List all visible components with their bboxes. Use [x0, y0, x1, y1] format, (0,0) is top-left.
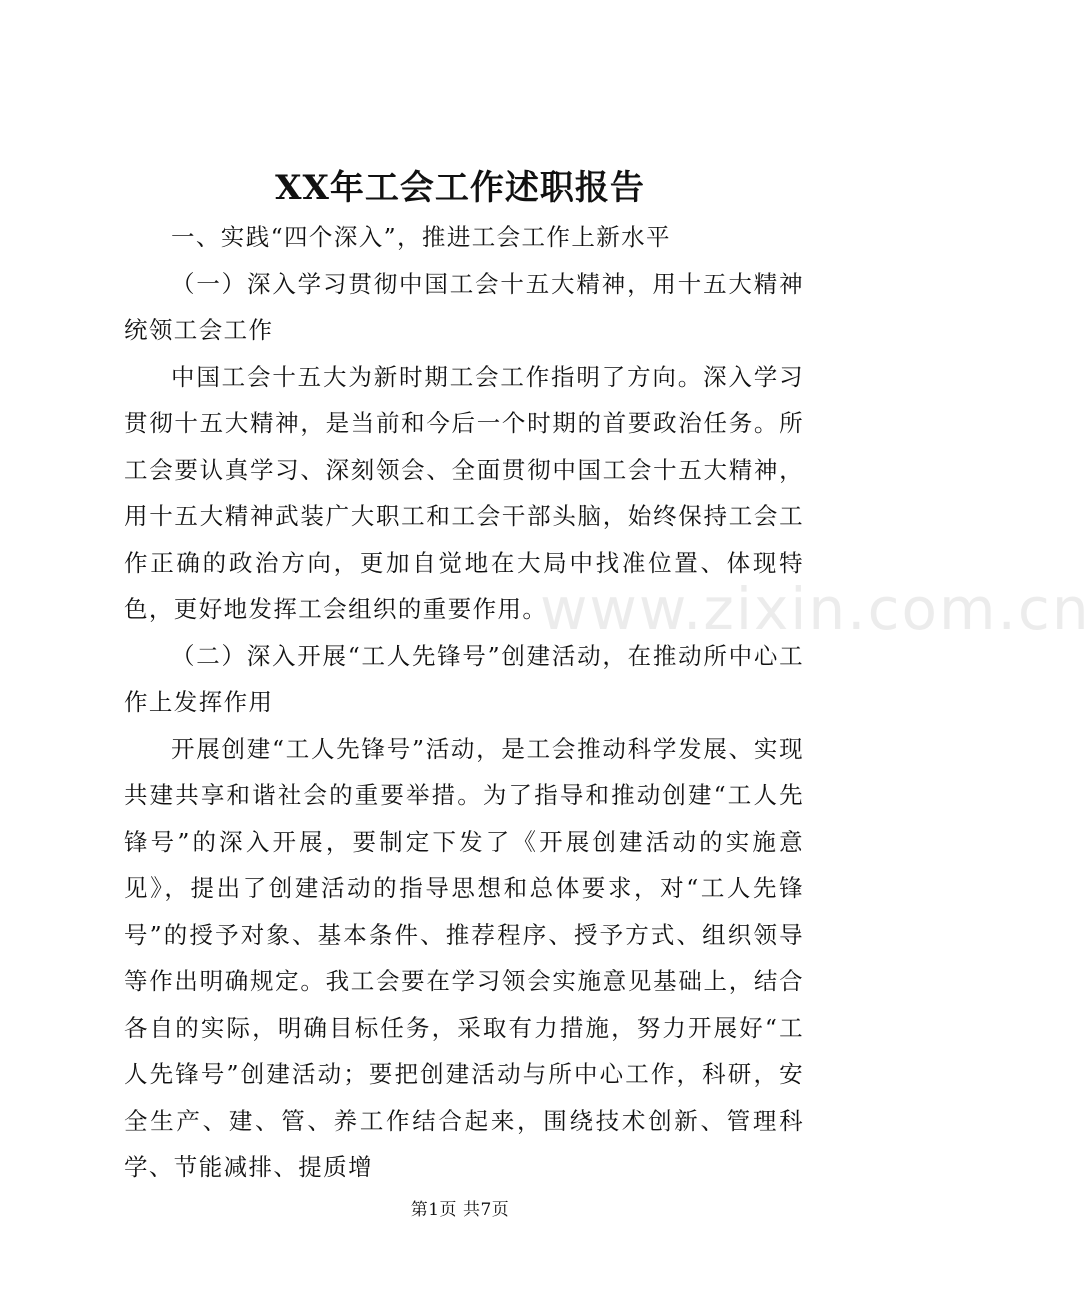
section-heading: 一、实践“四个深入”，推进工会工作上新水平	[171, 223, 671, 251]
body-paragraph: 开展创建“工人先锋号”活动，是工会推动科学发展、实现共建共享和谐社会的重要举措。为了指导和推动创建“工人先锋号”的深入开展，要制定下发了《开展创建活动的实施意见》，提出了创建活动的指导思想和总体要求，对“工人先锋号”的授予对象、基本条件、推荐程序、授予方式、组织领导等作出明确规定。我工会要在学习领会实施意见基础上，结合各自的实际，明确目标任务，采取有力措施，努力开展好“工人先锋号”创建活动；要把创建活动与所中心工作，科研，安全生产、建、管、养工作结合起来，围绕技术创新、管理科学、节能减排、提质增	[124, 734, 804, 1181]
document-title: XX年工会工作述职报告	[275, 168, 645, 208]
document-body	[124, 214, 804, 1191]
page-footer: 第1页 共7页	[410, 1200, 510, 1220]
body-paragraph: 中国工会十五大为新时期工会工作指明了方向。深入学习贯彻十五大精神，是当前和今后一个时期的首要政治任务。所工会要认真学习、深刻领会、全面贯彻中国工会十五大精神，用十五大精神武装广大职工和工会干部头脑，始终保持工会工作正确的政治方向，更加自觉地在大局中找准位置、体现特色，更好地发挥工会组织的重要作用。	[124, 362, 804, 623]
watermark: www.zixin.com.cn	[540, 575, 1091, 643]
subsection-heading: （二）深入开展“工人先锋号”创建活动，在推动所中心工作上发挥作用	[124, 641, 804, 716]
subsection-heading: （一）深入学习贯彻中国工会十五大精神，用十五大精神统领工会工作	[124, 269, 804, 344]
